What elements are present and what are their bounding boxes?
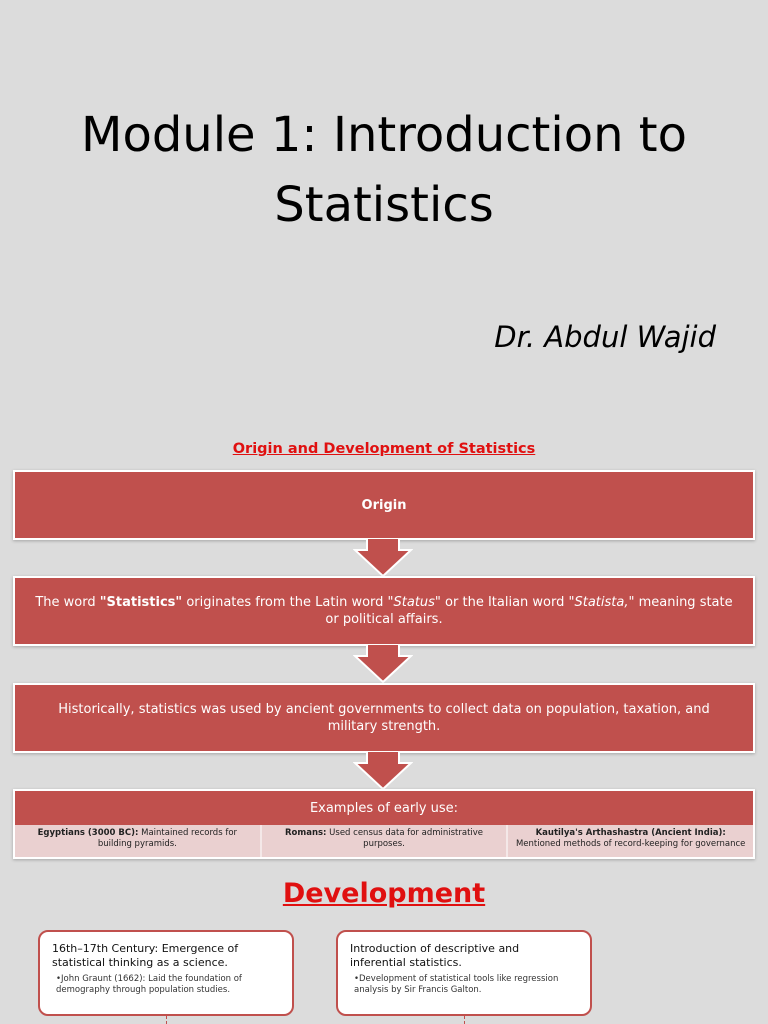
origin-section-heading: Origin and Development of Statistics — [232, 441, 536, 457]
etymology-box — [13, 576, 755, 646]
connector-line — [464, 1016, 465, 1024]
down-arrow-icon — [353, 538, 413, 578]
example-text: Maintained records for building pyramids. — [97, 828, 238, 849]
history-text: Historically, statistics was used by ancient governments to collect data on population, taxation, and military strength. — [58, 702, 710, 734]
example-kautilya — [508, 825, 753, 857]
development-card-main: 16th–17th Century: Emergence of statistical thinking as a science. — [52, 942, 239, 969]
etymology-part-3: or the Italian word — [440, 595, 569, 610]
example-label: Romans: — [284, 828, 327, 838]
development-heading: Development — [282, 878, 486, 909]
author-name: Dr. Abdul Wajid — [494, 320, 716, 354]
down-arrow-icon — [353, 751, 413, 791]
development-card-sub: •Development of statistical tools like regression analysis by Sir Francis Galton. — [354, 974, 559, 995]
etymology-bold-word: "Statistics" — [99, 595, 183, 610]
development-card — [336, 930, 592, 1016]
connector-line — [166, 1016, 167, 1024]
etymology-text — [35, 594, 733, 628]
development-card — [38, 930, 294, 1016]
history-box — [13, 683, 755, 753]
etymology-part-1: The word — [35, 595, 100, 610]
development-card-main: Introduction of descriptive and inferential statistics. — [350, 942, 520, 969]
title-line-2: Statistics — [274, 177, 494, 233]
example-label: Kautilya's Arthashastra (Ancient India): — [535, 828, 726, 838]
origin-box — [13, 470, 755, 540]
examples-row — [15, 825, 753, 857]
down-arrow-icon — [353, 644, 413, 684]
examples-box — [13, 789, 755, 859]
etymology-part-2: originates from the Latin word — [182, 595, 388, 610]
example-romans — [262, 825, 509, 857]
etymology-part-4: meaning state or political affairs. — [325, 595, 733, 627]
etymology-italian: "Statista," — [568, 595, 635, 610]
origin-label: Origin — [361, 497, 407, 513]
example-text: Mentioned methods of record-keeping for governance — [515, 839, 746, 849]
title-line-1: Module 1: Introduction to — [81, 107, 687, 163]
etymology-latin: "Status" — [387, 595, 441, 610]
slide-title — [0, 100, 768, 240]
example-text: Used census data for administrative purposes. — [326, 828, 484, 849]
example-label: Egyptians (3000 BC): — [37, 828, 139, 838]
example-egyptians — [15, 825, 262, 857]
development-card-sub: •John Graunt (1662): Laid the foundation of demography through population studies. — [56, 974, 242, 995]
examples-heading: Examples of early use: — [15, 791, 753, 825]
